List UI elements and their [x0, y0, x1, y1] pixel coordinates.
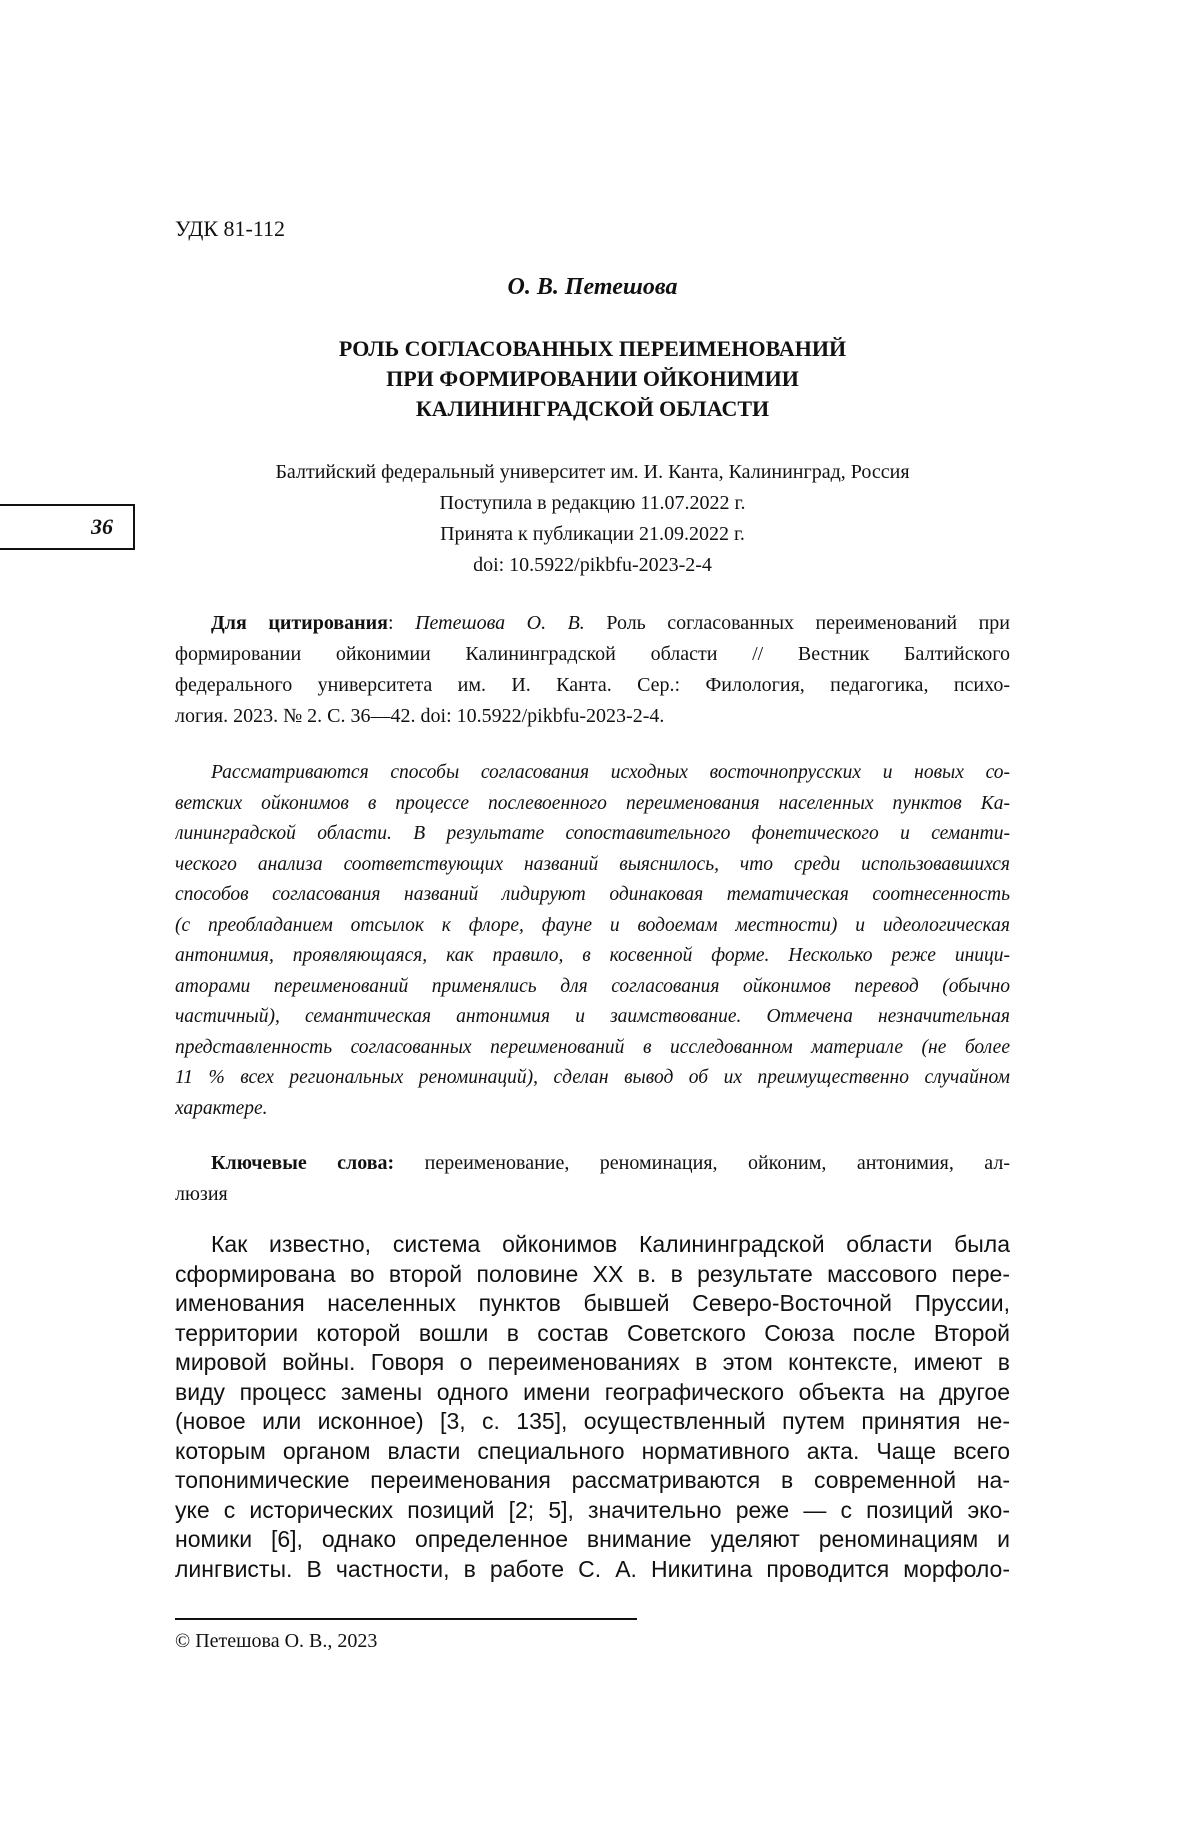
body-line: виду процесс замены одного имени географического объекта на другое [175, 1378, 1010, 1405]
citation-text: Роль согласованных переименований при [584, 612, 1010, 634]
doi: doi: 10.5922/pikbfu-2023-2-4 [473, 554, 712, 576]
body-line: которым органом власти специального нормативного акта. Чаще всего [175, 1437, 1010, 1464]
copyright-footnote: © Петешова О. В., 2023 [175, 1630, 378, 1652]
body-line: сформирована во второй половине XX в. в результате массового пере- [175, 1260, 1010, 1287]
title-line: ПРИ ФОРМИРОВАНИИ ОЙКОНИМИИ [386, 366, 799, 391]
citation-block [175, 608, 1010, 732]
abstract [175, 758, 1010, 1124]
citation-author: Петешова О. В. [415, 612, 585, 634]
citation-line: Для цитирования: Петешова О. В. Роль согласованных переименований при [211, 612, 1010, 634]
abstract-line: представленность согласованных переименований в исследованном материале (не более [175, 1036, 1010, 1058]
abstract-line: лининградской области. В результате сопоставительного фонетического и семанти- [175, 823, 1010, 844]
keywords-label: Ключевые слова: [211, 1152, 395, 1174]
keywords-line: люзия [175, 1183, 228, 1205]
article-title [175, 334, 1010, 424]
author-name: О. В. Петешова [507, 274, 678, 300]
affiliation: Балтийский федеральный университет им. И. Канта, Калининград, Россия [275, 461, 910, 483]
abstract-line: аторами переименований применялись для согласования ойконимов перевод (обычно [175, 975, 1010, 997]
citation-label: Для цитирования [211, 612, 389, 634]
affiliation-block [175, 457, 1010, 581]
body-line: топонимические переименования рассматриваются в современной на- [175, 1467, 1010, 1493]
abstract-line: характере. [175, 1097, 268, 1119]
abstract-line: 11 % всех региональных реноминаций), сделан вывод об их преимущественно случайном [175, 1067, 1010, 1088]
abstract-line: антонимия, проявляющаяся, как правило, в косвенной форме. Несколько реже иници- [175, 945, 1010, 966]
abstract-line: ческого анализа соответствующих названий выяснилось, что среди использовавшихся [175, 853, 1010, 875]
body-line: лингвисты. В частности, в работе С. А. Никитина проводится морфоло- [175, 1555, 1010, 1582]
body-line: именования населенных пунктов бывшей Северо-Восточной Пруссии, [175, 1290, 1010, 1316]
received-date: Поступила в редакцию 11.07.2022 г. [439, 492, 746, 514]
keywords-text: переименование, реноминация, ойконим, антонимия, ал- [394, 1152, 1010, 1174]
body-line: Как известно, система ойконимов Калининградской области была [211, 1231, 1010, 1257]
keywords-block [175, 1148, 1010, 1210]
abstract-line: частичный), семантическая антонимия и заимствование. Отмечена незначительная [175, 1006, 1010, 1027]
body-line: номики [6], однако определенное внимание уделяют реноминациям и [175, 1526, 1010, 1552]
abstract-line: способов согласования названий лидируют одинаковая тематическая соотнесенность [175, 884, 1010, 905]
title-line: КАЛИНИНГРАДСКОЙ ОБЛАСТИ [415, 396, 770, 421]
page-number: 36 [91, 514, 113, 539]
body-line: уке с исторических позиций [2; 5], значительно реже — с позиций эко- [175, 1496, 1010, 1523]
page-number-box [0, 504, 135, 550]
title-line: РОЛЬ СОГЛАСОВАННЫХ ПЕРЕИМЕНОВАНИЙ [338, 336, 847, 361]
abstract-line: (с преобладанием отсылок к флоре, фауне и водоемам местности) и идеологическая [175, 914, 1010, 936]
udk-code: УДК 81-112 [175, 216, 286, 241]
body-line: (новое или исконное) [3, с. 135], осуществленный путем принятия не- [175, 1408, 1010, 1434]
body-line: территории которой вошли в состав Советского Союза после Второй [175, 1319, 1010, 1346]
citation-line: формировании ойконимии Калининградской области // Вестник Балтийского [175, 643, 1010, 665]
footnote-divider [175, 1618, 637, 1620]
abstract-line: ветских ойконимов в процессе послевоенного переименования населенных пунктов Ка- [175, 792, 1010, 814]
keywords-line [175, 1148, 1010, 1179]
citation-line: логия. 2023. № 2. С. 36—42. doi: 10.5922/pikbfu-2023-2-4. [175, 705, 665, 727]
body-text [175, 1230, 1010, 1584]
citation-line: федерального университета им. И. Канта. Сер.: Филология, педагогика, психо- [175, 674, 1010, 696]
body-line: мировой войны. Говоря о переименованиях в этом контексте, имеют в [175, 1349, 1010, 1375]
accepted-date: Принята к публикации 21.09.2022 г. [440, 523, 745, 545]
abstract-line: Рассматриваются способы согласования исходных восточнопрусских и новых со- [211, 762, 1010, 783]
